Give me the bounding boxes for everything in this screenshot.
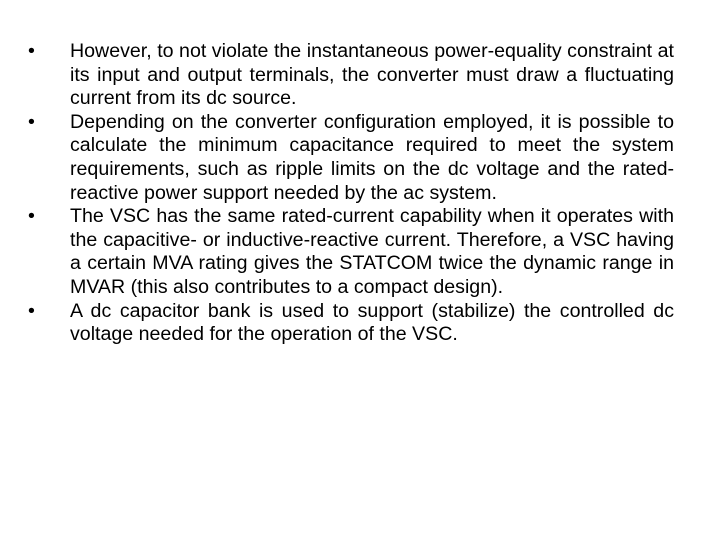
bullet-text: A dc capacitor bank is used to support (stabilize) the controlled dc voltage needed for the operation of the VSC. [70,299,674,346]
bullet-marker: • [28,40,35,62]
bullet-list [28,40,674,347]
bullet-text: The VSC has the same rated-current capability when it operates with the capacitive- or inductive-reactive current. Therefore, a VSC having a certain MVA rating gives the STATCOM twice the dynamic range in MVAR (this also contributes to a compact design). [70,205,674,298]
bullet-item-2 [28,111,674,205]
bullet-marker: • [28,110,35,133]
bullet-text: Depending on the converter configuration employed, it is possible to calculate the minimum capacitance required to meet the system requirements, such as ripple limits on the dc voltage and the rated-reactive power support needed by the ac system. [70,110,674,204]
bullet-item-4 [28,300,674,347]
bullet-item-3 [28,205,674,299]
bullet-marker: • [28,299,35,322]
bullet-marker: • [28,205,35,228]
bullet-item-1 [28,40,674,111]
bullet-text: However, to not violate the instantaneous power-equality constraint at its input and output terminals, the converter must draw a fluctuating current from its dc source. [70,40,674,110]
